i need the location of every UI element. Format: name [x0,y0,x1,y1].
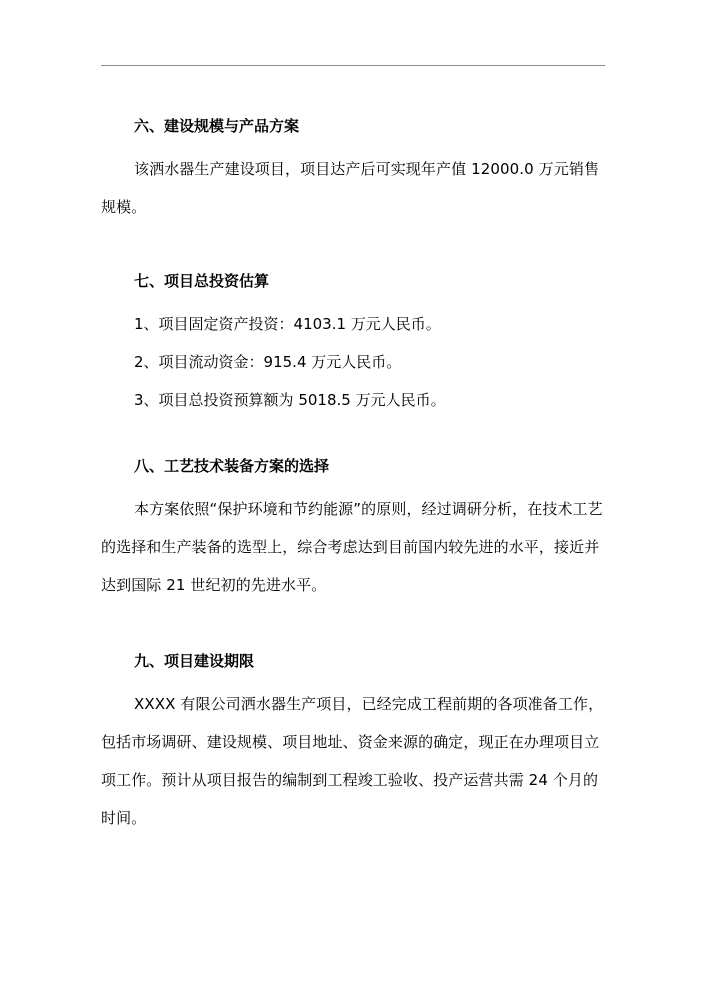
section-investment-estimate [101,265,605,419]
section-paragraph: 本方案依照“保护环境和节约能源”的原则，经过调研分析，在技术工艺的选择和生产装备的选型上，综合考虑达到目前国内较先进的水平，接近并达到国际 21 世纪初的先进水平。 [101,500,603,594]
section-heading: 九、项目建设期限 [134,652,255,670]
section-paragraph: 该洒水器生产建设项目，项目达产后可实现年产值 12000.0 万元销售规模。 [101,160,600,216]
section-heading: 六、建设规模与产品方案 [134,117,300,135]
list-item: 1、项目固定资产投资：4103.1 万元人民币。 [134,315,441,333]
section-heading: 八、工艺技术装备方案的选择 [134,457,330,475]
heading-wrap [101,456,605,490]
header-rule [101,65,605,66]
heading-wrap [101,651,605,685]
section-construction-period [101,645,605,837]
section-construction-scale [101,110,605,226]
heading-wrap [101,271,605,305]
list-item: 3、项目总投资预算额为 5018.5 万元人民币。 [134,391,446,409]
heading-wrap [101,116,605,150]
section-paragraph: XXXX 有限公司洒水器生产项目，已经完成工程前期的各项准备工作，包括市场调研、建设规模、项目地址、资金来源的确定，现正在办理项目立项工作。预计从项目报告的编制到工程竣工验收、投产运营共需 24 个月的时间。 [101,695,604,827]
list-item: 2、项目流动资金：915.4 万元人民币。 [134,353,402,371]
section-heading: 七、项目总投资估算 [134,272,270,290]
section-technology-equipment [101,450,605,604]
